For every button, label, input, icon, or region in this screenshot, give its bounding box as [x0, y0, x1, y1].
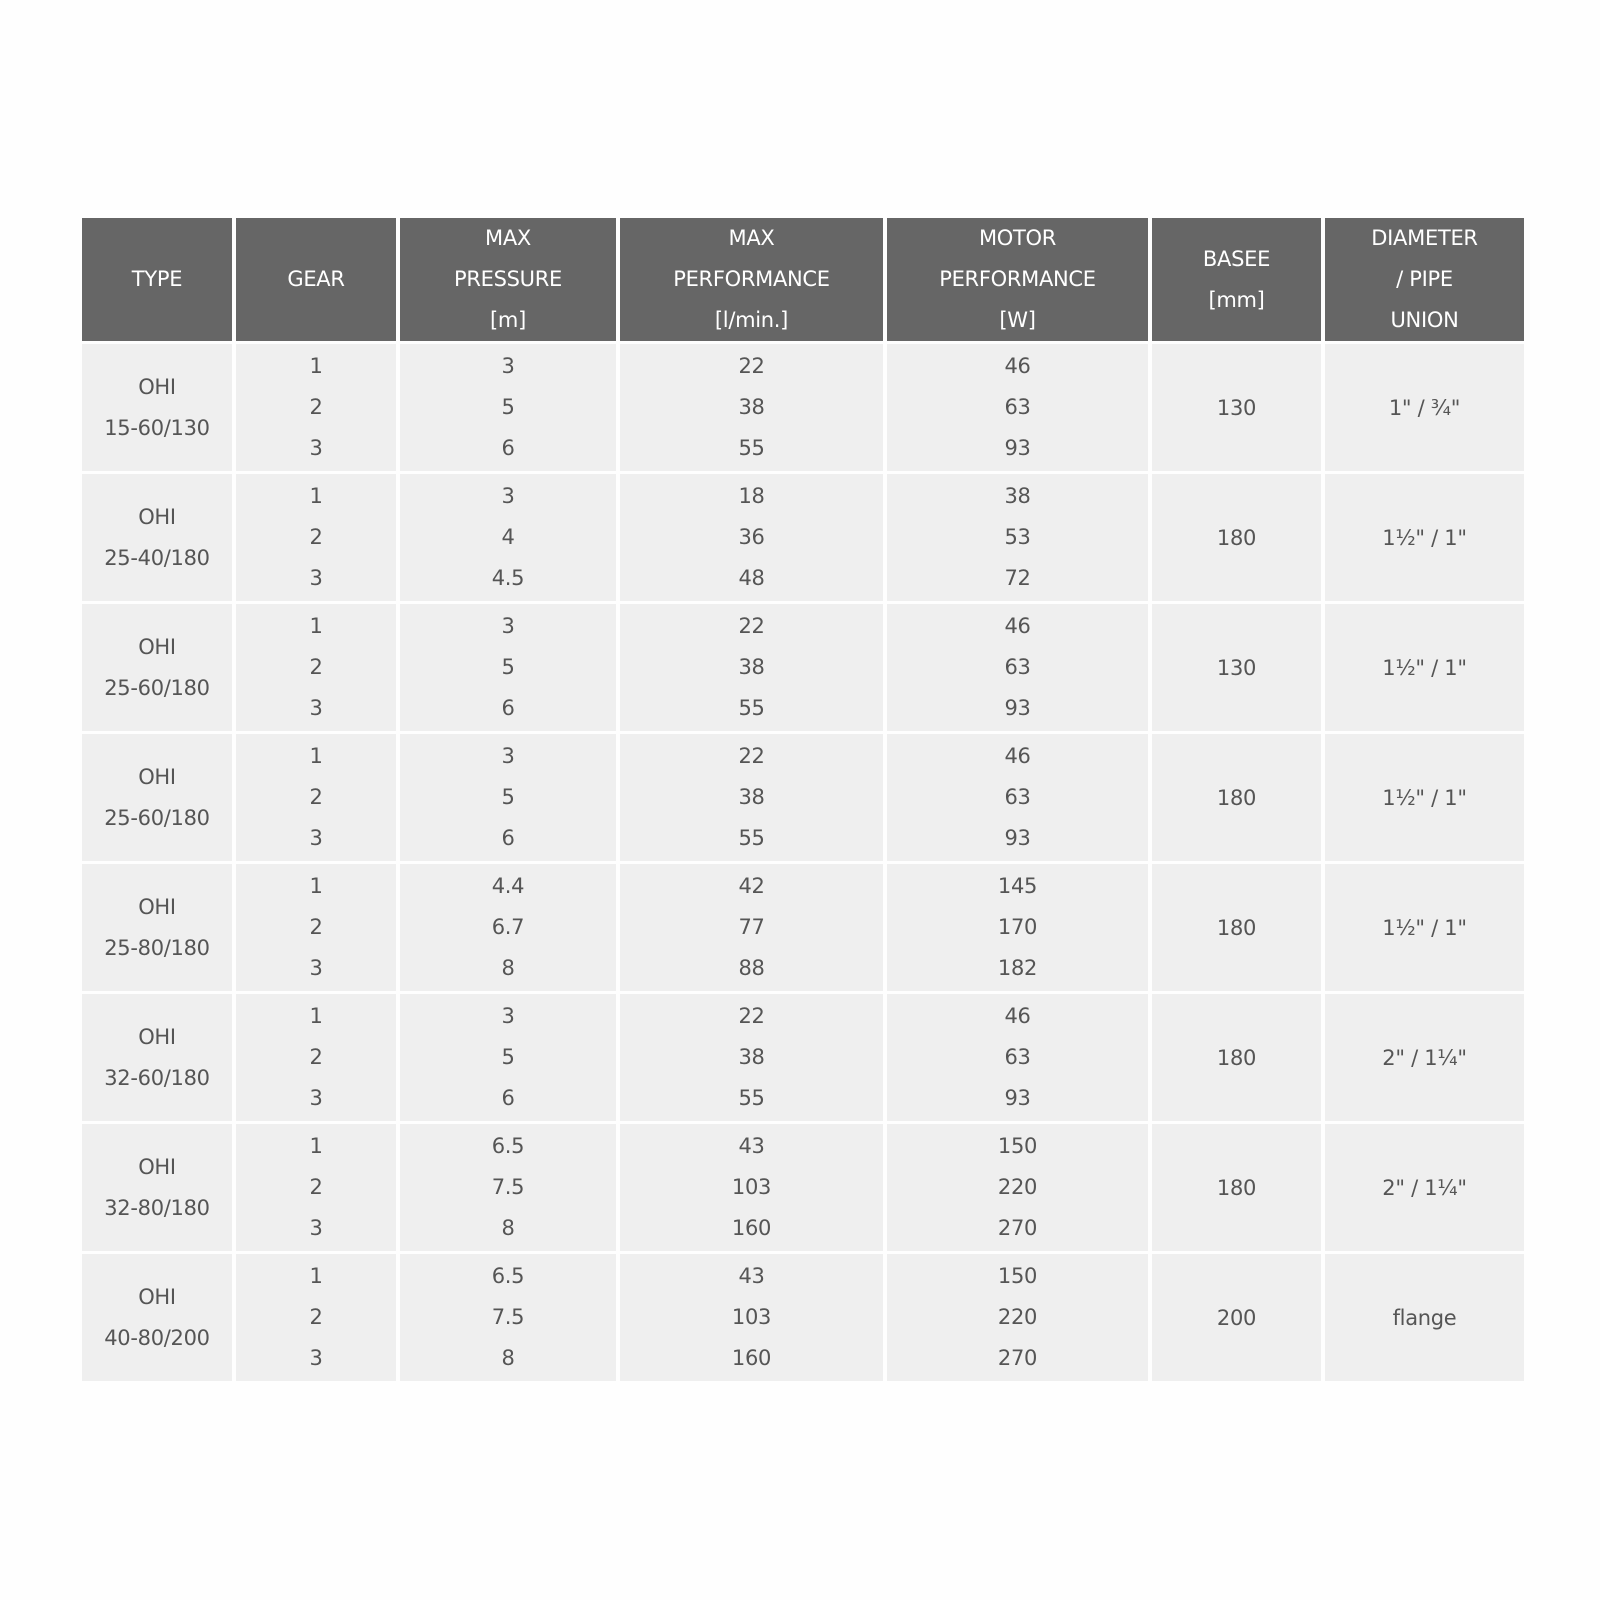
gear-value: 2	[309, 1175, 323, 1199]
max-pressure-cell	[400, 864, 616, 991]
max-performance-value: 43	[738, 1134, 765, 1158]
motor-performance-value: 63	[1004, 655, 1031, 679]
header-gear: GEAR	[236, 218, 396, 341]
max-performance-cell	[620, 1124, 883, 1251]
type-model: 25-60/180	[104, 675, 210, 700]
max-pressure-value: 6.5	[491, 1134, 525, 1158]
motor-performance-value: 93	[1004, 826, 1031, 850]
base-cell: 180	[1152, 864, 1321, 991]
base-cell: 180	[1152, 994, 1321, 1121]
gear-value: 1	[309, 1004, 323, 1028]
type-prefix: OHI	[138, 1154, 176, 1179]
max-performance-value: 22	[738, 614, 765, 638]
header-base-line: BASEE	[1202, 246, 1271, 271]
max-pressure-value: 8	[501, 1346, 515, 1370]
type-cell	[82, 1254, 232, 1381]
diameter-cell: 1½" / 1"	[1325, 864, 1524, 991]
table-row	[82, 1254, 1524, 1381]
type-model: 32-60/180	[104, 1065, 210, 1090]
gear-value: 1	[309, 354, 323, 378]
max-pressure-value: 6.7	[491, 915, 525, 939]
motor-performance-cell	[887, 734, 1148, 861]
table-body	[82, 344, 1524, 1381]
max-pressure-value: 4	[501, 525, 515, 549]
max-pressure-cell	[400, 1254, 616, 1381]
max-pressure-value: 3	[501, 744, 515, 768]
motor-performance-value: 63	[1004, 1045, 1031, 1069]
gear-cell	[236, 344, 396, 471]
gear-value: 1	[309, 484, 323, 508]
diameter-cell: 1½" / 1"	[1325, 604, 1524, 731]
max-pressure-value: 8	[501, 956, 515, 980]
gear-cell	[236, 994, 396, 1121]
gear-cell	[236, 864, 396, 991]
type-model: 25-60/180	[104, 805, 210, 830]
type-prefix: OHI	[138, 1024, 176, 1049]
gear-cell	[236, 474, 396, 601]
max-pressure-value: 7.5	[491, 1175, 525, 1199]
max-pressure-value: 6	[501, 1086, 515, 1110]
table-row	[82, 1124, 1524, 1251]
max-performance-value: 55	[738, 826, 765, 850]
base-cell: 180	[1152, 474, 1321, 601]
motor-performance-value: 63	[1004, 395, 1031, 419]
max-pressure-value: 3	[501, 354, 515, 378]
motor-performance-cell	[887, 474, 1148, 601]
max-performance-value: 88	[738, 956, 765, 980]
max-performance-cell	[620, 734, 883, 861]
header-max-performance-line: PERFORMANCE	[673, 267, 830, 291]
gear-value: 3	[309, 1216, 323, 1240]
motor-performance-value: 46	[1004, 744, 1031, 768]
table-row	[82, 864, 1524, 991]
header-max-performance-line: MAX	[728, 226, 775, 250]
motor-performance-value: 93	[1004, 436, 1031, 460]
motor-performance-value: 150	[997, 1134, 1038, 1158]
motor-performance-value: 170	[997, 915, 1038, 939]
max-pressure-cell	[400, 994, 616, 1121]
max-pressure-value: 6	[501, 436, 515, 460]
max-pressure-value: 5	[501, 655, 515, 679]
table-row	[82, 994, 1524, 1121]
motor-performance-value: 53	[1004, 525, 1031, 549]
header-max-performance	[620, 218, 883, 341]
gear-value: 3	[309, 566, 323, 590]
gear-cell	[236, 1254, 396, 1381]
motor-performance-value: 220	[997, 1175, 1038, 1199]
header-max-pressure-line: PRESSURE	[453, 267, 562, 291]
gear-value: 2	[309, 655, 323, 679]
header-type: TYPE	[82, 218, 232, 341]
max-pressure-value: 4.4	[491, 874, 525, 898]
header-diameter-line: DIAMETER	[1371, 226, 1478, 250]
diameter-cell: 1½" / 1"	[1325, 474, 1524, 601]
max-performance-value: 55	[738, 436, 765, 460]
max-pressure-value: 6	[501, 696, 515, 720]
motor-performance-value: 93	[1004, 696, 1031, 720]
max-performance-value: 38	[738, 1045, 765, 1069]
table-row	[82, 604, 1524, 731]
max-pressure-cell	[400, 734, 616, 861]
type-prefix: OHI	[138, 504, 176, 529]
gear-cell	[236, 734, 396, 861]
max-performance-value: 38	[738, 655, 765, 679]
gear-cell	[236, 1124, 396, 1251]
max-pressure-value: 3	[501, 614, 515, 638]
max-performance-value: 38	[738, 785, 765, 809]
table-row	[82, 734, 1524, 861]
type-model: 40-80/200	[104, 1325, 210, 1350]
motor-performance-value: 46	[1004, 354, 1031, 378]
header-base	[1152, 218, 1321, 341]
max-performance-cell	[620, 864, 883, 991]
gear-value: 1	[309, 614, 323, 638]
gear-value: 2	[309, 1045, 323, 1069]
header-motor-performance	[887, 218, 1148, 341]
base-cell: 180	[1152, 734, 1321, 861]
gear-value: 1	[309, 874, 323, 898]
diameter-cell: 2" / 1¼"	[1325, 994, 1524, 1121]
gear-value: 2	[309, 915, 323, 939]
max-pressure-value: 5	[501, 1045, 515, 1069]
motor-performance-value: 270	[997, 1346, 1038, 1370]
motor-performance-value: 46	[1004, 1004, 1031, 1028]
header-diameter	[1325, 218, 1524, 341]
table-row	[82, 344, 1524, 471]
base-cell: 200	[1152, 1254, 1321, 1381]
motor-performance-value: 72	[1004, 566, 1031, 590]
max-performance-cell	[620, 994, 883, 1121]
motor-performance-value: 63	[1004, 785, 1031, 809]
base-cell: 180	[1152, 1124, 1321, 1251]
max-performance-value: 55	[738, 1086, 765, 1110]
motor-performance-value: 145	[997, 874, 1038, 898]
max-performance-cell	[620, 474, 883, 601]
max-performance-value: 42	[738, 874, 765, 898]
max-pressure-value: 6.5	[491, 1264, 525, 1288]
gear-value: 3	[309, 696, 323, 720]
type-prefix: OHI	[138, 634, 176, 659]
type-prefix: OHI	[138, 894, 176, 919]
max-pressure-value: 4.5	[491, 566, 525, 590]
table-header	[82, 218, 1524, 341]
max-pressure-value: 3	[501, 1004, 515, 1028]
diameter-cell: flange	[1325, 1254, 1524, 1381]
max-pressure-value: 7.5	[491, 1305, 525, 1329]
diameter-cell: 1½" / 1"	[1325, 734, 1524, 861]
max-performance-value: 48	[738, 566, 765, 590]
motor-performance-cell	[887, 864, 1148, 991]
max-pressure-value: 3	[501, 484, 515, 508]
max-performance-cell	[620, 344, 883, 471]
motor-performance-value: 150	[997, 1264, 1038, 1288]
motor-performance-value: 182	[997, 956, 1038, 980]
max-pressure-cell	[400, 604, 616, 731]
max-pressure-value: 5	[501, 395, 515, 419]
max-pressure-cell	[400, 474, 616, 601]
max-performance-value: 77	[738, 915, 765, 939]
table-row	[82, 474, 1524, 601]
gear-value: 2	[309, 1305, 323, 1329]
type-cell	[82, 344, 232, 471]
motor-performance-cell	[887, 1124, 1148, 1251]
type-cell	[82, 994, 232, 1121]
max-pressure-value: 8	[501, 1216, 515, 1240]
gear-value: 3	[309, 956, 323, 980]
pump-spec-table	[78, 215, 1528, 1384]
gear-value: 3	[309, 1346, 323, 1370]
max-performance-value: 103	[731, 1305, 772, 1329]
max-performance-value: 55	[738, 696, 765, 720]
gear-value: 1	[309, 1134, 323, 1158]
type-cell	[82, 864, 232, 991]
header-motor-performance-unit: [W]	[999, 308, 1036, 332]
max-performance-value: 18	[738, 484, 765, 508]
max-pressure-cell	[400, 344, 616, 471]
motor-performance-value: 46	[1004, 614, 1031, 638]
header-max-pressure-unit: [m]	[490, 308, 526, 332]
motor-performance-cell	[887, 344, 1148, 471]
header-diameter-line: / PIPE	[1396, 267, 1453, 291]
max-performance-cell	[620, 604, 883, 731]
max-performance-value: 22	[738, 744, 765, 768]
motor-performance-value: 270	[997, 1216, 1038, 1240]
type-model: 32-80/180	[104, 1195, 210, 1220]
gear-cell	[236, 604, 396, 731]
base-cell: 130	[1152, 604, 1321, 731]
motor-performance-value: 220	[997, 1305, 1038, 1329]
gear-value: 2	[309, 785, 323, 809]
header-max-performance-unit: [l/min.]	[714, 308, 789, 332]
type-model: 15-60/130	[104, 415, 210, 440]
motor-performance-value: 93	[1004, 1086, 1031, 1110]
gear-value: 1	[309, 744, 323, 768]
max-performance-value: 160	[731, 1346, 772, 1370]
gear-value: 2	[309, 525, 323, 549]
type-cell	[82, 734, 232, 861]
header-motor-performance-line: PERFORMANCE	[939, 267, 1096, 291]
gear-value: 3	[309, 436, 323, 460]
diameter-cell: 2" / 1¼"	[1325, 1124, 1524, 1251]
type-model: 25-80/180	[104, 935, 210, 960]
gear-value: 1	[309, 1264, 323, 1288]
gear-value: 3	[309, 1086, 323, 1110]
max-performance-value: 103	[731, 1175, 772, 1199]
max-pressure-value: 6	[501, 826, 515, 850]
header-max-pressure-line: MAX	[485, 226, 531, 250]
header-max-pressure	[400, 218, 616, 341]
max-pressure-value: 5	[501, 785, 515, 809]
base-cell: 130	[1152, 344, 1321, 471]
motor-performance-cell	[887, 1254, 1148, 1381]
motor-performance-value: 38	[1004, 484, 1031, 508]
type-cell	[82, 604, 232, 731]
max-performance-cell	[620, 1254, 883, 1381]
diameter-cell: 1" / ¾"	[1325, 344, 1524, 471]
type-cell	[82, 1124, 232, 1251]
motor-performance-cell	[887, 604, 1148, 731]
type-cell	[82, 474, 232, 601]
header-base-unit: [mm]	[1208, 287, 1265, 312]
header-motor-performance-line: MOTOR	[978, 226, 1057, 250]
max-performance-value: 22	[738, 354, 765, 378]
motor-performance-cell	[887, 994, 1148, 1121]
max-performance-value: 43	[738, 1264, 765, 1288]
gear-value: 2	[309, 395, 323, 419]
max-performance-value: 36	[738, 525, 765, 549]
header-row	[82, 218, 1524, 341]
max-pressure-cell	[400, 1124, 616, 1251]
max-performance-value: 160	[731, 1216, 772, 1240]
header-diameter-line: UNION	[1390, 308, 1459, 332]
type-prefix: OHI	[138, 764, 176, 789]
type-model: 25-40/180	[104, 545, 210, 570]
max-performance-value: 38	[738, 395, 765, 419]
type-prefix: OHI	[138, 1284, 176, 1309]
max-performance-value: 22	[738, 1004, 765, 1028]
gear-value: 3	[309, 826, 323, 850]
type-prefix: OHI	[138, 374, 176, 399]
